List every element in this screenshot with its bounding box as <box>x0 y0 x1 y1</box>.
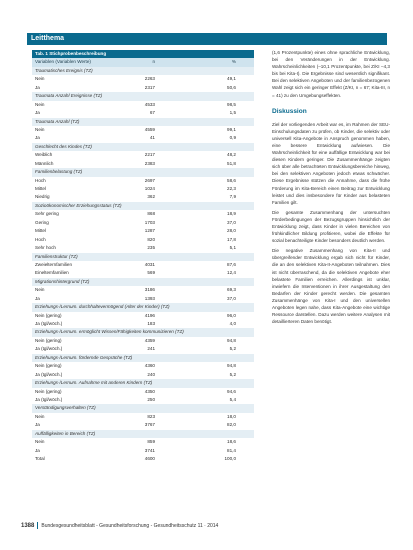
table-row <box>32 219 254 227</box>
row-percent: 7,9 <box>229 194 236 200</box>
row-label: Nein <box>35 76 45 82</box>
table-row <box>32 227 254 235</box>
row-n: 820 <box>147 236 155 242</box>
table-section-row <box>32 92 254 100</box>
row-n: 2263 <box>144 76 155 82</box>
row-percent: 100,0 <box>224 456 236 461</box>
row-label: Ja (tgl/wöch.) <box>35 346 63 352</box>
row-n: 4031 <box>144 261 155 267</box>
row-percent: 96,0 <box>227 312 236 318</box>
table-section-label: Migrationshintergrund (TZ) <box>35 278 90 284</box>
row-label: Männlich <box>35 160 54 166</box>
row-label: Total <box>35 456 45 461</box>
table-row <box>32 210 254 218</box>
row-percent: 5,4 <box>229 396 236 402</box>
row-label: Hoch <box>35 236 46 242</box>
row-n: 1024 <box>144 186 155 191</box>
row-label: Nein <box>35 126 45 132</box>
row-label: Ja (tgl/wöch.) <box>35 321 63 326</box>
table-row <box>32 396 254 404</box>
row-label: Ja <box>35 422 40 428</box>
row-label: Ja (tgl/wöch.) <box>35 396 63 402</box>
table-row <box>32 345 254 353</box>
row-label: Sehr hoch <box>35 245 56 251</box>
table-row <box>32 84 254 92</box>
table-row <box>32 126 254 134</box>
row-n: 241 <box>147 346 155 352</box>
row-label: Weiblich <box>35 152 53 158</box>
table-section-label: Erziehungs-/Lernum. durchhaltevermögend (Alter der Kinder) (TZ) <box>35 304 170 310</box>
row-n: 1393 <box>144 295 155 301</box>
row-percent: 94,6 <box>227 388 236 394</box>
row-percent: 17,8 <box>227 236 236 242</box>
table-section-row <box>32 202 254 210</box>
row-n: 1703 <box>144 219 155 225</box>
row-label: Ja <box>35 84 40 90</box>
table-section-label: Traumata Anzahl (TZ) <box>35 118 80 124</box>
table-row <box>32 134 254 142</box>
table-row <box>32 193 254 201</box>
row-percent: 12,4 <box>227 270 236 276</box>
intro-paragraph: (1,6 Prozentpunkte) eines ohne sprachliche Entwicklung, bei den Veränderungen in der Entwicklung. Wahrscheinlichkeiten (–10,1 Prozentpunkte, bei Z/KI –4,3 bis bei Kita-I). Die Ergebnisse sind wesentlich signifikant. Bei den selektiven Angeboten und der familienbezogenen Wahl zeigt sich ein geringer Effekt (Z/KI, n = 67; Kita-III, n = 41) zu den Umgebungseffekten. <box>272 50 390 98</box>
row-n: 3186 <box>144 287 155 293</box>
table-row <box>32 269 254 277</box>
row-n: 859 <box>147 439 155 445</box>
table-section-row <box>32 253 254 261</box>
table-row <box>32 244 254 252</box>
discussion-paragraph-2: Die gesamte Zusammenhang der untersuchten Förderbedingungen der Bezugsgruppen hinsichtlich der Entwicklung zeigt, dass Kinder in vielen Bereichen von frühkindlicher Bildung profitieren, wobei die Effekte für sozial benachteiligte Kinder besonders deutlich werden. <box>272 209 390 244</box>
row-percent: 18,0 <box>227 413 236 419</box>
page-number: 1388 <box>21 522 35 529</box>
footer-divider <box>37 522 38 529</box>
row-label: Nein <box>35 101 45 107</box>
table-section-row <box>32 143 254 151</box>
column-header-n: n <box>152 59 155 65</box>
table-section-label: Traumatisches Ereignis (TZ) <box>35 67 93 73</box>
table-section-label: Verständigungsverhalten (TZ) <box>35 405 96 411</box>
row-label: Mittel <box>35 186 46 191</box>
row-n: 240 <box>147 371 155 377</box>
table-row <box>32 261 254 269</box>
row-percent: 87,6 <box>227 261 236 267</box>
row-label: Ja (tgl/wöch.) <box>35 371 63 377</box>
table-section-label: Erziehungs-/Lernum. Aufnahme mit anderen Kindern (TZ) <box>35 380 153 386</box>
table-section-row <box>32 379 254 387</box>
table-section-row <box>32 278 254 286</box>
row-percent: 0,9 <box>229 135 236 141</box>
discussion-paragraph-3: Die negative Zusammenhang von Kita-II und übergreifender Entwicklung ergab sich nicht für Kinder, die an den selektiven Kita-II-Angeboten teilnahmen. Dies ist nicht überraschend, da die selektiven Angebote eher belastete Familien erreichen. Allerdings ist unklar, inwiefern die Interventionen in ihrer Ausgestaltung den Bedarfen der Kinder gerecht werden. Die gesamten Zusammenhänge von Kita-I und den universellen Angeboten legen nahe, dass Kita-Angebote eine wichtige Ressource darstellen. Dazu werden weitere Analysen mit detaillierteren Daten benötigt. <box>272 248 390 325</box>
table-section-row <box>32 354 254 362</box>
row-label: Ja <box>35 295 40 301</box>
row-label: Nein (gering) <box>35 312 62 318</box>
table-section-row <box>32 328 254 336</box>
row-label: Sehr gering <box>35 211 59 217</box>
row-label: Nein (gering) <box>35 388 62 394</box>
table-row <box>32 75 254 83</box>
table-section-row <box>32 404 254 412</box>
column-header-percent: % <box>231 59 236 65</box>
table-column-header <box>32 58 254 66</box>
table-row <box>32 362 254 370</box>
row-label: Nein (gering) <box>35 363 62 369</box>
row-n: 3767 <box>144 422 155 428</box>
row-n: 67 <box>149 110 155 116</box>
row-label: Gering <box>35 219 49 225</box>
row-n: 4350 <box>144 388 155 394</box>
row-n: 362 <box>147 194 155 200</box>
table-section-row <box>32 430 254 438</box>
row-label: Eineltemfamilien <box>35 270 69 276</box>
row-percent: 5,2 <box>229 346 236 352</box>
row-n: 183 <box>147 321 155 326</box>
column-header-variable: Variablen (Variablen Werte) <box>35 59 91 65</box>
table-section-label: Sozioökonomischer Erziehungsstatus (TZ) <box>35 202 122 208</box>
row-n: 4533 <box>144 101 155 107</box>
row-percent: 28,0 <box>227 228 236 234</box>
journal-citation: Bundesgesundheitsblatt - Gesundheitsforschung - Gesundheitsschutz 11 · 2014 <box>41 522 219 529</box>
discussion-heading: Diskussion <box>272 107 307 115</box>
table-row <box>32 185 254 193</box>
row-percent: 37,0 <box>227 295 236 301</box>
row-percent: 69,3 <box>227 287 236 293</box>
row-percent: 94,8 <box>227 363 236 369</box>
row-n: 41 <box>149 135 155 141</box>
table-caption <box>32 50 254 58</box>
table-row <box>32 447 254 455</box>
row-percent: 94,8 <box>227 337 236 343</box>
sample-description-table <box>32 50 254 463</box>
table-section-label: Erziehungs-/Lernum. fördernde Gespräche (TZ) <box>35 354 133 360</box>
table-row <box>32 320 254 328</box>
table-body <box>32 67 254 464</box>
table-row <box>32 312 254 320</box>
table-row <box>32 337 254 345</box>
row-percent: 49,1 <box>227 76 236 82</box>
row-percent: 99,1 <box>227 126 236 132</box>
table-section-label: Erziehungs-/Lernum. ermöglicht Wissen/Fähigkeiten kommunizieren (TZ) <box>35 329 184 335</box>
row-n: 1287 <box>144 228 155 234</box>
row-label: Niedrig <box>35 194 50 200</box>
row-label: Nein (gering) <box>35 337 62 343</box>
table-section-row <box>32 303 254 311</box>
table-section-row <box>32 168 254 176</box>
section-header-bar <box>27 33 387 45</box>
table-row <box>32 371 254 379</box>
table-row <box>32 295 254 303</box>
row-percent: 50,6 <box>227 84 236 90</box>
row-percent: 51,8 <box>227 160 236 166</box>
table-row <box>32 177 254 185</box>
row-percent: 1,5 <box>229 110 236 116</box>
table-row <box>32 421 254 429</box>
table-section-label: Auffälligkeiten in Bereich (TZ) <box>35 430 96 436</box>
row-percent: 5,2 <box>229 371 236 377</box>
right-text-column <box>272 49 390 325</box>
row-n: 2217 <box>144 152 155 158</box>
row-n: 569 <box>147 270 155 276</box>
table-row <box>32 160 254 168</box>
row-percent: 18,9 <box>227 211 236 217</box>
row-percent: 18,6 <box>227 439 236 445</box>
row-n: 3741 <box>144 447 155 453</box>
row-n: 250 <box>147 396 155 402</box>
table-row <box>32 413 254 421</box>
row-n: 4360 <box>144 363 155 369</box>
table-section-label: Familienstruktur (TZ) <box>35 253 78 259</box>
table-row <box>32 236 254 244</box>
row-percent: 5,1 <box>229 245 236 251</box>
row-percent: 98,5 <box>227 101 236 107</box>
row-label: Nein <box>35 439 45 445</box>
table-row <box>32 388 254 396</box>
row-n: 4559 <box>144 126 155 132</box>
row-label: Nein <box>35 287 45 293</box>
row-percent: 58,6 <box>227 177 236 183</box>
table-row <box>32 286 254 294</box>
page-footer <box>21 522 218 529</box>
table-caption-text: Tab. 1 Stichprobenbeschreibung <box>35 51 107 56</box>
row-percent: 37,0 <box>227 219 236 225</box>
row-percent: 81,4 <box>227 447 236 453</box>
row-label: Nein <box>35 413 45 419</box>
row-label: Ja <box>35 447 40 453</box>
row-n: 4600 <box>144 456 155 461</box>
table-section-label: Traumata Anzahl Ereignisse (TZ) <box>35 93 103 99</box>
row-n: 823 <box>147 413 155 419</box>
table-row <box>32 151 254 159</box>
table-section-label: Geschlecht des Kindes (TZ) <box>35 143 92 149</box>
row-n: 2697 <box>144 177 155 183</box>
table-row <box>32 455 254 463</box>
row-label: Mittel <box>35 228 46 234</box>
row-label: Ja <box>35 135 40 141</box>
row-percent: 4,0 <box>229 321 236 326</box>
table-section-row <box>32 67 254 75</box>
row-n: 235 <box>147 245 155 251</box>
table-section-label: Familienbelastung (TZ) <box>35 169 83 175</box>
row-label: Ja <box>35 110 40 116</box>
row-n: 2317 <box>144 84 155 90</box>
table-section-row <box>32 118 254 126</box>
row-label: Zweielternfamilien <box>35 261 73 267</box>
table-row <box>32 101 254 109</box>
row-n: 2383 <box>144 160 155 166</box>
row-percent: 48,2 <box>227 152 236 158</box>
row-percent: 22,3 <box>227 186 236 191</box>
section-header-title: Leitthema <box>31 35 65 42</box>
row-label: Hoch <box>35 177 46 183</box>
table-row <box>32 109 254 117</box>
row-n: 4359 <box>144 337 155 343</box>
row-n: 868 <box>147 211 155 217</box>
table-row <box>32 438 254 446</box>
row-n: 4196 <box>144 312 155 318</box>
row-percent: 82,0 <box>227 422 236 428</box>
discussion-paragraph-1: Ziel der vorliegenden Arbeit war es, im Rahmen der SEU-Einschulungsdaten zu prüfen, ob Kinder, die selektiv oder universell Kita-Angebote in Anspruch genommen haben, eine bessere Entwicklung aufwiesen. Die Wahrscheinlichkeit für eine auffällige Entwicklung war bei diesen Kindern geringer. Die Zusammenhänge zeigten sich über alle betrachteten Entwicklungsbereiche hinweg, bei den selektiven Angeboten jedoch etwas schwächer. Diese Ergebnisse stützen die Annahme, dass die frühe Förderung im Kita-Bereich einen Beitrag zur Entwicklung leistet und dies insbesondere für Kinder aus belasteten Familien gilt. <box>272 121 390 205</box>
